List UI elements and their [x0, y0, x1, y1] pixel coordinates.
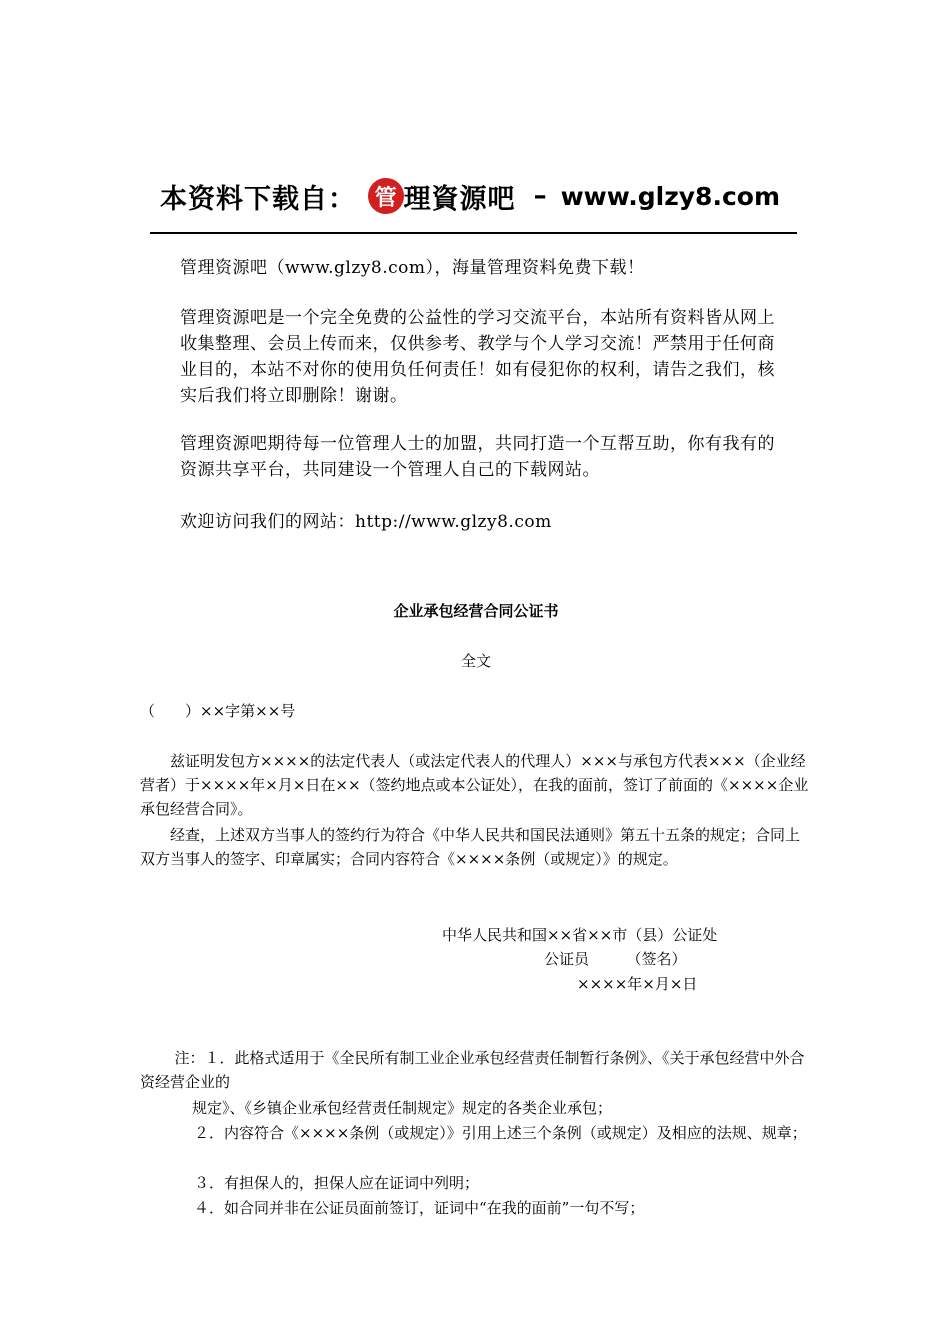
banner-prefix: 本资料下载自：: [160, 183, 356, 215]
note-1-continued: 规定》、《乡镇企业承包经营责任制规定》规定的各类企业承包；: [192, 1099, 613, 1117]
download-banner: [160, 176, 780, 216]
promo-welcome: 欢迎访问我们的网站：http://www.glzy8.com: [180, 512, 552, 532]
banner-separator: –: [533, 181, 547, 211]
banner-brand: 理資源吧: [403, 183, 516, 215]
logo-icon: 管: [368, 178, 404, 214]
banner-divider: [150, 232, 797, 234]
document-paragraph-1: 兹证明发包方××××的法定代表人（或法定代表人的代理人）×××与承包方代表×××（企业经营者）于××××年×月×日在××（签约地点或本公证处），在我的面前，签订了前面的《××××企业承包经营合同》。: [140, 752, 809, 818]
promo-paragraph-2: 管理资源吧是一个完全免费的公益性的学习交流平台，本站所有资料皆从网上收集整理、会员上传而来，仅供参考、教学与个人学习交流！严禁用于任何商业目的，本站不对你的使用负任何责任！如有侵犯你的权利，请告之我们，核实后我们将立即删除！谢谢。: [180, 308, 775, 406]
document-paragraph-2: 经查，上述双方当事人的签约行为符合《中华人民共和国民法通则》第五十五条的规定；合同上双方当事人的签字、印章属实；合同内容符合《××××条例（或规定）》的规定。: [140, 826, 801, 868]
notary-office: 中华人民共和国××省××市（县）公证处: [442, 926, 718, 944]
banner-url[interactable]: www.glzy8.com: [560, 181, 780, 211]
document-subtitle: 全文: [460, 652, 491, 670]
promo-paragraph-3: 管理资源吧期待每一位管理人士的加盟，共同打造一个互帮互助，你有我有的资源共享平台，共同建设一个管理人自己的下载网站。: [180, 434, 775, 480]
document-title: 企业承包经营合同公证书: [393, 602, 559, 620]
note-3: ３．有担保人的，担保人应在证词中列明；: [194, 1174, 480, 1192]
note-1: 注：１．此格式适用于《全民所有制工业企业承包经营责任制暂行条例》、《关于承包经营中外合资经营企业的: [140, 1049, 805, 1091]
note-2: ２．内容符合《××××条例（或规定）》引用上述三个条例（或规定）及相应的法规、规章；: [194, 1124, 807, 1142]
note-4: ４．如合同并非在公证员面前签订，证词中“在我的面前”一句不写；: [194, 1199, 645, 1217]
notary-signature: 公证员 （签名）: [544, 950, 687, 968]
promo-line-1: 管理资源吧（www.glzy8.com），海量管理资料免费下载！: [180, 258, 645, 278]
notary-date: ××××年×月×日: [577, 975, 698, 993]
document-number: （ ）××字第××号: [140, 702, 296, 720]
